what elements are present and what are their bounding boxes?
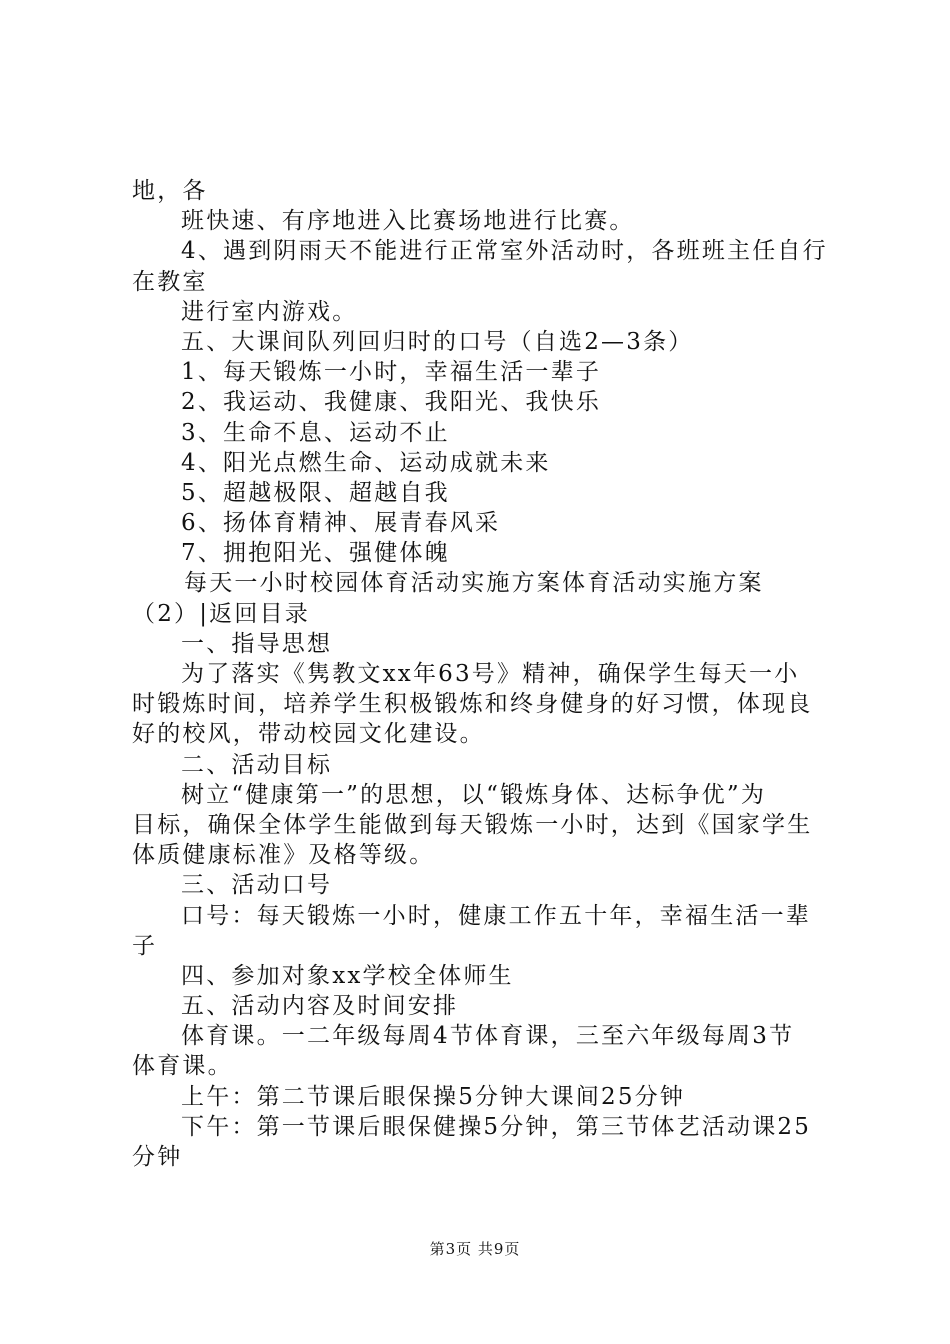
text-line: 体育课。一二年级每周4节体育课，三至六年级每周3节 (181, 1023, 795, 1050)
text-line: 每天一小时校园体育活动实施方案体育活动实施方案 (184, 570, 764, 597)
text-line: 时锻炼时间，培养学生积极锻炼和终身健身的好习惯，体现良 (132, 691, 813, 718)
text-line: （2）|返回目录 (132, 600, 310, 627)
text-line: 7、拥抱阳光、强健体魄 (181, 540, 450, 567)
text-line: 为了落实《隽教文xx年63号》精神，确保学生每天一小 (181, 661, 800, 687)
text-line: 在教室 (132, 268, 208, 295)
page-footer: 第3页 共9页 (429, 1240, 521, 1258)
text-line: 3、生命不息、运动不止 (181, 419, 450, 446)
text-line: 体质健康标准》及格等级。 (132, 842, 435, 869)
text-line: 分钟 (132, 1144, 183, 1170)
text-line: 4、阳光点燃生命、运动成就未来 (181, 449, 551, 476)
text-line: 5、超越极限、超越自我 (181, 479, 450, 506)
text-line: 2、我运动、我健康、我阳光、我快乐 (181, 389, 602, 416)
text-line: 五、大课间队列回归时的口号（自选2—3条） (181, 328, 694, 355)
document-body (132, 176, 832, 1172)
text-line: 三、活动口号 (181, 872, 333, 899)
text-line: 4、遇到阴雨天不能进行正常室外活动时，各班班主任自行 (181, 238, 828, 265)
text-line: 树立“健康第一”的思想，以“锻炼身体、达标争优”为 (181, 781, 767, 808)
text-line: 6、扬体育精神、展青春风采 (181, 510, 501, 537)
text-line: 体育课。 (132, 1053, 233, 1080)
text-line: 子 (132, 932, 158, 959)
text-line: 进行室内游戏。 (181, 298, 358, 325)
text-line: 口号：每天锻炼一小时，健康工作五十年，幸福生活一辈 (181, 902, 811, 929)
text-line: 二、活动目标 (181, 751, 333, 778)
text-line: 五、活动内容及时间安排 (181, 993, 459, 1020)
text-line: 上午：第二节课后眼保操5分钟大课间25分钟 (181, 1083, 686, 1110)
text-line: 班快速、有序地进入比赛场地进行比赛。 (181, 208, 635, 235)
text-line: 好的校风，带动校园文化建设。 (132, 721, 485, 748)
text-line: 1、每天锻炼一小时，幸福生活一辈子 (181, 359, 602, 386)
text-line: 目标，确保全体学生能做到每天锻炼一小时，达到《国家学生 (132, 811, 813, 838)
text-line: 一、指导思想 (181, 630, 333, 657)
text-line: 四、参加对象xx学校全体师生 (181, 962, 514, 989)
text-line: 下午：第一节课后眼保健操5分钟，第三节体艺活动课25 (181, 1113, 812, 1140)
text-line: 地，各 (132, 178, 208, 204)
